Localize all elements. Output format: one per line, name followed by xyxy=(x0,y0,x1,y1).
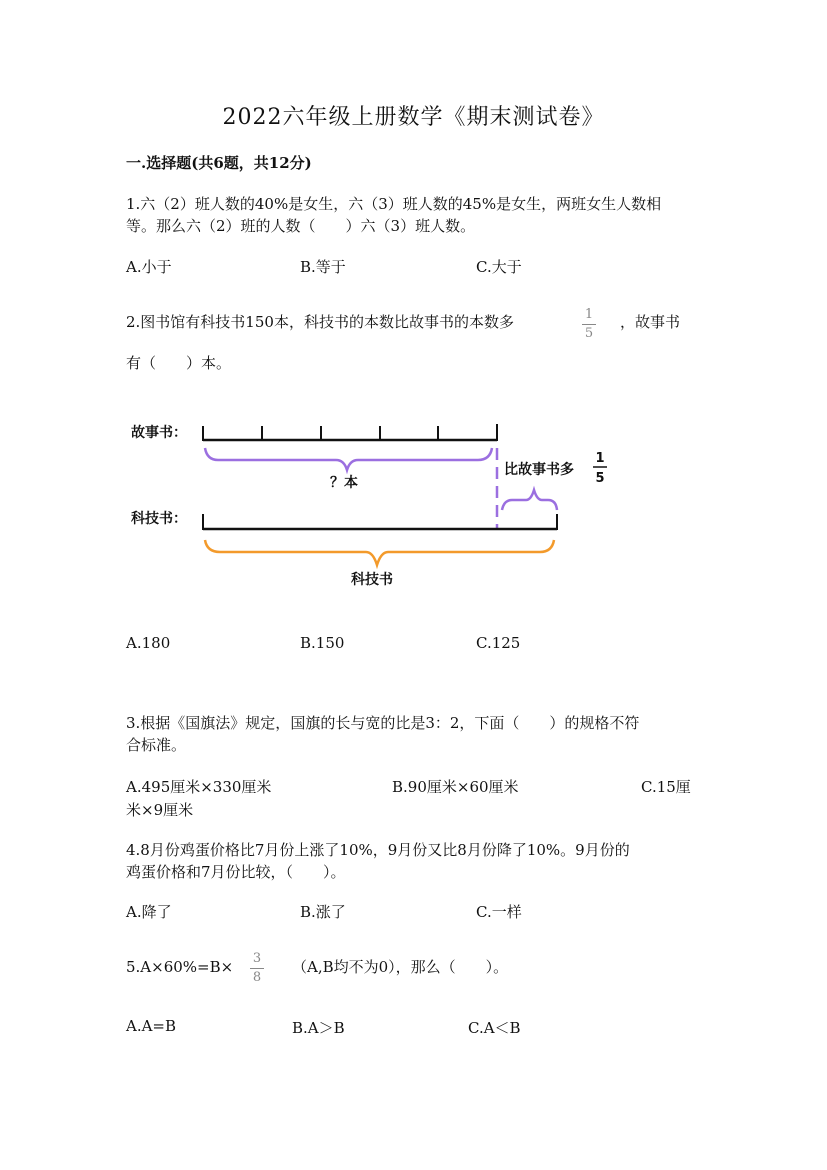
question-amount-label: ？本 xyxy=(330,475,358,491)
question-2-line-1: 2.图书馆有科技书150本，科技书的本数比故事书的本数多 xyxy=(126,313,514,331)
question-4-option-a: A.降了 xyxy=(126,903,172,921)
fraction-numerator: 1 xyxy=(584,307,594,322)
question-4-line-1: 4.8月份鸡蛋价格比7月份上涨了10%，9月份又比8月份降了10%。9月份的 xyxy=(126,841,630,859)
question-3-option-b: B.90厘米×60厘米 xyxy=(392,778,519,796)
more-than-label: 比故事书多 xyxy=(504,462,574,478)
science-book-brace xyxy=(205,540,554,565)
question-3-option-a: A.495厘米×330厘米 xyxy=(126,778,272,796)
question-3-option-c: C.15厘 xyxy=(641,778,691,796)
fraction-denominator: 8 xyxy=(252,970,262,985)
question-4-option-b: B.涨了 xyxy=(300,903,346,921)
question-1-option-b: B.等于 xyxy=(300,258,346,276)
question-5-fraction xyxy=(248,951,266,986)
question-2-line-1-end: ，故事书 xyxy=(620,313,681,331)
page-title: 2022六年级上册数学《期末测试卷》 xyxy=(222,105,605,130)
section-heading: 一.选择题(共6题，共12分) xyxy=(126,154,312,172)
question-1-line-1: 1.六（2）班人数的40%是女生，六（3）班人数的45%是女生，两班女生人数相 xyxy=(126,195,662,213)
story-book-ticks xyxy=(203,424,497,441)
question-5-option-b: B.A＞B xyxy=(292,1019,345,1037)
question-1-option-c: C.大于 xyxy=(476,258,522,276)
question-3-line-1: 3.根据《国旗法》规定，国旗的长与宽的比是3：2，下面（ ）的规格不符 xyxy=(126,714,640,732)
science-book-ticks xyxy=(203,514,557,530)
question-5-line-1-end: （A,B均不为0），那么（ ）。 xyxy=(292,958,509,976)
extra-part-brace xyxy=(502,490,557,510)
question-4-line-2: 鸡蛋价格和7月份比较，（ ）。 xyxy=(126,863,346,881)
story-book-label: 故事书： xyxy=(131,425,187,441)
question-3-option-c-continued: 米×9厘米 xyxy=(126,801,194,819)
question-3-line-2: 合标准。 xyxy=(126,736,187,754)
question-1-line-2: 等。那么六（2）班的人数（ ）六（3）班人数。 xyxy=(126,217,476,235)
question-5-option-c: C.A＜B xyxy=(468,1019,521,1037)
science-book-label: 科技书： xyxy=(131,511,187,527)
more-fraction-numerator: 1 xyxy=(595,451,605,466)
question-4-option-c: C.一样 xyxy=(476,903,522,921)
question-2-line-2: 有（ ）本。 xyxy=(126,354,232,372)
science-brace-label: 科技书 xyxy=(351,572,393,588)
more-fraction-denominator: 5 xyxy=(595,471,605,486)
question-1-option-a: A.小于 xyxy=(126,258,172,276)
question-2-option-c: C.125 xyxy=(476,634,521,652)
fraction-numerator: 3 xyxy=(252,951,262,966)
story-book-brace xyxy=(205,448,492,470)
question-2-option-b: B.150 xyxy=(300,634,345,652)
fraction-denominator: 5 xyxy=(584,326,594,341)
question-5-option-a: A.A=B xyxy=(126,1017,177,1035)
question-2-option-a: A.180 xyxy=(126,634,171,652)
question-5-line-1: 5.A×60%=B× xyxy=(126,958,234,976)
